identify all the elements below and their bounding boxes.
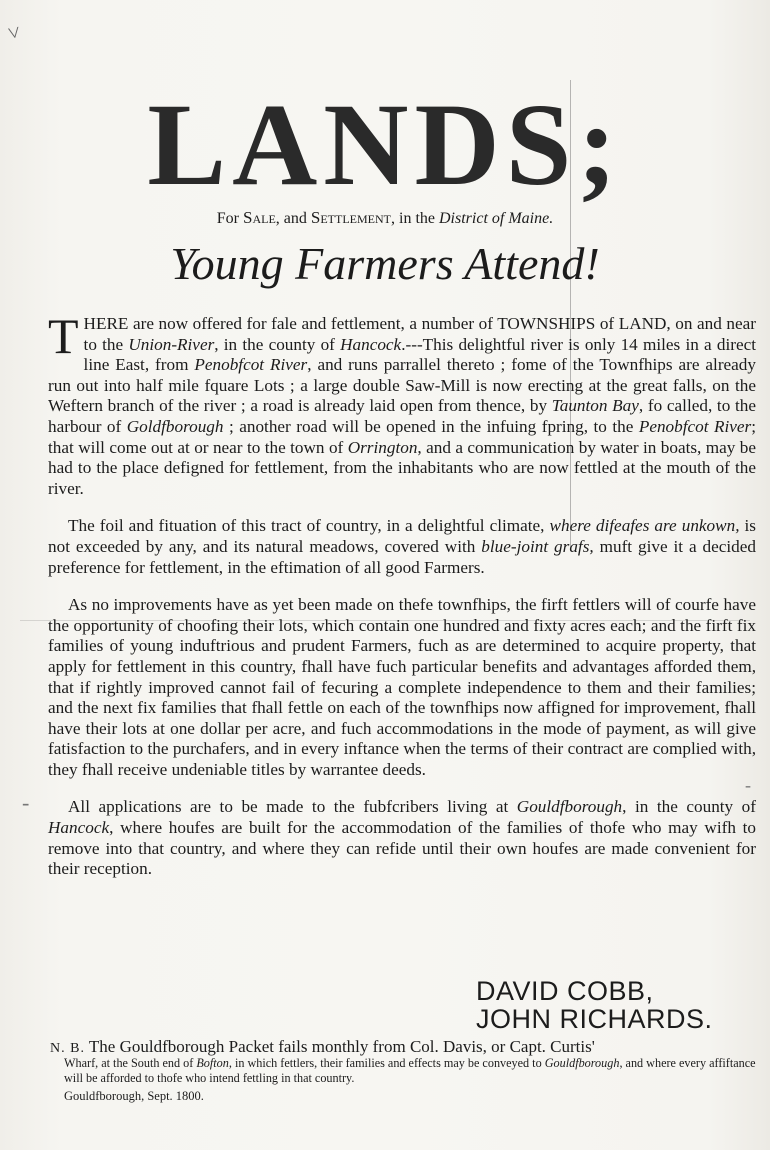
text-run: All applications are to be made to the fubfcribers living at [68,797,517,817]
subtitle [0,208,770,228]
nota-bene [50,1037,756,1057]
subtitle-in-the: , in the [391,210,435,227]
text-run: ; another road will be opened in the infuing fpring, to the [223,416,639,436]
text-run: Wharf, at the South end of [64,1056,197,1070]
nb-continuation [64,1056,756,1086]
text-run: , in the county of [214,334,341,354]
page-title: LANDS; [147,79,623,210]
dateline: Gouldfborough, Sept. 1800. [64,1089,204,1103]
subtitle-settlement: Settlement [310,208,391,227]
text-run: , in the county of [622,797,756,817]
text-run: , in which fettlers, their families and effects may be conveyed to [228,1056,545,1070]
paragraph-1 [48,308,756,499]
place-name: Penobfcot River [194,355,308,375]
text-run: .---This delightful river is only 14 miles in a direct line East, from [83,334,756,375]
text-run: The foil and fituation of this tract of country, in a delightful climate, [68,516,550,536]
signature-name: JOHN RICHARDS. [476,1004,713,1034]
text-run: , where houfes are built for the accommodation of the families of thofe who may wifh to remove into that country, and where they can refide until their own houfes are made convenient for their reception. [48,818,756,879]
place-name: Hancock [48,818,110,838]
headline: Young Farmers Attend! [170,238,600,289]
text-run: is not exceeded by any, and its natural meadows, covered with [48,516,757,556]
subtitle-district: District of Maine. [439,210,554,227]
paragraph-4 [48,797,756,879]
text-run: muft give it a decided preference for fettlement, in the eftimation of all good Farmers. [48,536,756,577]
place-name: Taunton Bay [551,396,639,416]
nb-text: The Gouldfborough Packet fails monthly from Col. Davis, or Capt. Curtis' [84,1037,595,1056]
text-run: , and a communication by water in boats, may be had to the place defigned for fettlement, from the inhabitants who are now fettled at the mouth of the river. [48,437,756,498]
place-name: Penobfcot River [638,416,752,436]
italic-phrase: where difeafes are unkown, [549,516,740,536]
signature-name: DAVID COBB, [476,976,654,1006]
body-text [48,308,757,897]
margin-mark: - [22,790,30,815]
italic-phrase: blue-joint grafs, [481,536,594,556]
place-name: Orrington [347,437,418,457]
nb-label: N. B. [50,1041,85,1056]
place-name: Goldfborough [126,416,224,436]
place-name: Union-River [128,334,215,354]
text-run: ; that will come out at or near to the town of [48,416,756,457]
text-run: , fo called, to the harbour of [48,396,756,436]
paragraph-2 [48,516,756,578]
place-name: Gouldfborough [516,797,623,817]
place-name: Bofton [196,1056,229,1070]
subtitle-for: For [216,210,239,227]
margin-mark: - [745,775,751,795]
margin-mark: ˅ [5,19,23,46]
subtitle-and: , and [275,210,307,227]
place-name: Hancock [340,334,402,354]
subtitle-sale: Sale [243,208,276,227]
place-name: Gouldfborough [544,1056,620,1070]
text-run: , and where every affiftance will be afforded to thofe who intend fettling in that country. [64,1056,756,1085]
paragraph-3: As no improvements have as yet been made on thefe townfhips, the firft fettlers will of courfe have the opportunity of choofing their lots, which contain one hundred and fixty acres each; and the firft fix families of young induftrious and prudent Farmers, fuch as are determined to acquire property, that apply for fettlement in this country, fhall have fuch particular benefits and advantages afforded them, that if rightly improved cannot fail of fecuring a complete independence to them and their families; and the next fix families that fhall fettle on each of the townfhips now affigned for improvement, fhall have their lots at one dollar per acre, and fuch accommodations in the mode of payment, as will give fatisfaction to the purchafers, and in every inftance when the terms of their contract are complied with, they fhall receive undeniable titles by warrantee deeds. [48,595,756,779]
text-run: HERE are now offered for fale and fettlement, a number of TOWNSHIPS of LAND, on and near to the [83,314,756,354]
drop-cap: T [48,308,79,364]
text-run: , and runs parrallel thereto ; fome of the Townfhips are already run out into half mile fquare Lots ; a large double Saw-Mill is now erecting at the great falls, on the Weftern branch of the river ; a road is already laid open from thence, by [48,355,756,416]
